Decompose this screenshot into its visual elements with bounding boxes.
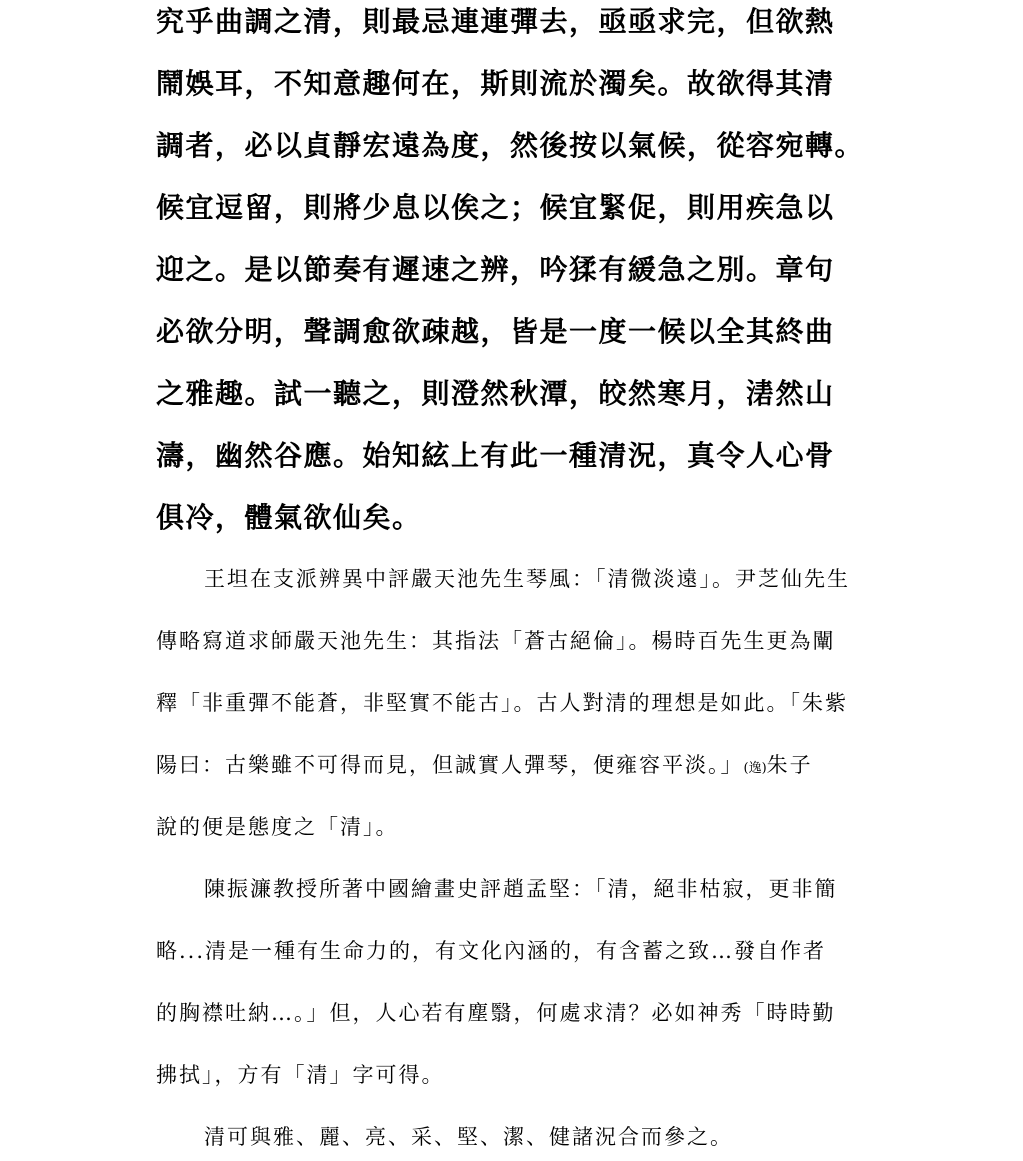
paragraph-3-line-4: 拂拭」，方有「清」字可得。 bbox=[156, 1063, 445, 1087]
bold-paragraph-line-8: 濤，幽然谷應。始知絃上有此一種清況，真令人心骨 bbox=[156, 439, 835, 472]
paragraph-2-line-2: 傳略寫道求師嚴天池先生：其指法「蒼古絕倫」。楊時百先生更為闡 bbox=[156, 629, 836, 653]
paragraph-3-line-3: 的胸襟吐納…。」但，人心若有塵翳，何處求清？必如神秀「時時勤 bbox=[156, 1001, 836, 1025]
bold-paragraph-line-2: 鬧娛耳，不知意趣何在，斯則流於濁矣。故欲得其清 bbox=[156, 67, 835, 100]
bold-paragraph-line-9: 俱冷，體氣欲仙矣。 bbox=[156, 501, 422, 534]
reference-mark: (逸) bbox=[743, 761, 767, 776]
paragraph-3-line-2: 略...清是一種有生命力的，有文化內涵的，有含蓄之致…發自作者 bbox=[156, 939, 827, 963]
bold-paragraph-line-1: 究乎曲調之清，則最忌連連彈去，亟亟求完，但欲熱 bbox=[156, 5, 835, 38]
bold-paragraph-line-4: 候宜逗留，則將少息以俟之；候宜緊促，則用疾急以 bbox=[156, 191, 835, 224]
bold-paragraph-line-3: 調者，必以貞靜宏遠為度，然後按以氣候，從容宛轉。 bbox=[156, 129, 865, 162]
paragraph-2-line-3: 釋「非重彈不能蒼，非堅實不能古」。古人對清的理想是如此。「朱紫 bbox=[156, 691, 848, 715]
quote-text: 陽曰：古樂雖不可得而見，但誠實人彈琴，便雍容平淡。」 bbox=[156, 753, 744, 777]
bold-paragraph-line-5: 迎之。是以節奏有遲速之辨，吟猱有緩急之別。章句 bbox=[156, 253, 835, 286]
quote-attribution: 朱子 bbox=[766, 753, 813, 777]
paragraph-3-line-1: 陳振濂教授所著中國繪畫史評趙孟堅：「清，絕非枯寂，更非簡 bbox=[204, 877, 838, 901]
paragraph-2-line-1: 王坦在支派辨異中評嚴天池先生琴風：「清微淡遠」。尹芝仙先生 bbox=[204, 567, 850, 591]
paragraph-4-line-1: 清可與雅、麗、亮、采、堅、潔、健諸況合而參之。 bbox=[204, 1125, 733, 1149]
bold-paragraph-line-6: 必欲分明，聲調愈欲疎越，皆是一度一候以全其終曲 bbox=[156, 315, 835, 348]
paragraph-2-line-4 bbox=[156, 755, 813, 776]
bold-paragraph-line-7: 之雅趣。試一聽之，則澄然秋潭，皎然寒月，湱然山 bbox=[156, 377, 835, 410]
paragraph-2-line-5: 說的便是態度之「清」。 bbox=[156, 815, 399, 839]
